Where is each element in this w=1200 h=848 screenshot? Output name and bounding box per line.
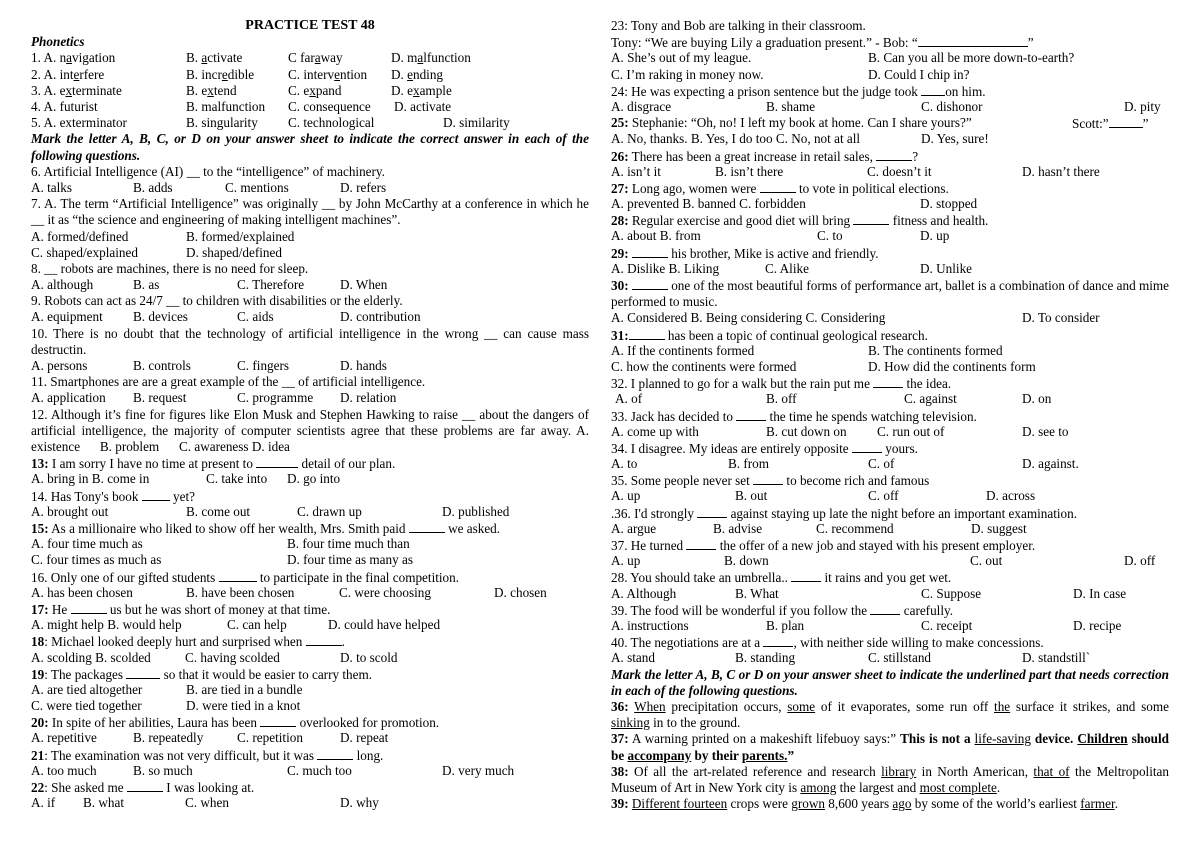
question-39: 39. The food will be wonderful if you follow the carefully. bbox=[611, 602, 954, 618]
question-12: 12. Although it’s fine for figures like Elon Musk and Stephen Hawking to raise __ about the dangers of artificial intelligence, the majority of computer scientists agree that these problems are far away. A. existence B. problem C. awareness D. idea bbox=[31, 406, 593, 455]
question-15: 15: As a millionaire who liked to show off her wealth, Mrs. Smith paid we asked. bbox=[31, 521, 501, 537]
question-22: 22: She asked me I was looking at. bbox=[31, 780, 255, 796]
question-36: .36. I'd strongly against staying up late the night before an important examination. bbox=[611, 505, 1078, 521]
question-30: 30: one of the most beautiful forms of performance art, ballet is a combination of dance and mime performed to music. bbox=[611, 278, 1169, 310]
question-7-options-b: C. shaped/explained D. shaped/defined bbox=[31, 244, 282, 260]
question-17: 17: He us but he was short of money at that time. bbox=[31, 601, 331, 617]
question-35: 35. Some people never set to become rich and famous bbox=[611, 473, 930, 489]
question-25: 25: Stephanie: “Oh, no! I left my book at home. Can I share yours?” Scott:” ” bbox=[611, 115, 1149, 132]
question-16: 16. Only one of our gifted students to participate in the final competition. bbox=[31, 569, 460, 585]
question-23-options-b: C. I’m raking in money now. D. Could I chip in? bbox=[611, 66, 970, 82]
question-26-options: A. isn’t it B. isn’t there C. doesn’t it D. hasn’t there bbox=[611, 163, 1100, 179]
question-6-options: A. talks B. adds C. mentions D. refers bbox=[31, 179, 387, 195]
question-39-options: A. instructions B. plan C. receipt D. recipe bbox=[611, 617, 1122, 633]
question-30-options: A. Considered B. Being considering C. Considering D. To consider bbox=[611, 310, 1100, 326]
question-19-options-b: C. were tied together D. were tied in a knot bbox=[31, 698, 301, 714]
question-37-options: A. up B. down C. out D. off bbox=[611, 553, 1156, 569]
question-23: 23: Tony and Bob are talking in their classroom. bbox=[611, 18, 866, 33]
question-21-options: A. too much B. so much C. much too D. very much bbox=[31, 762, 515, 778]
question-19: 19: The packages so that it would be easier to carry them. bbox=[31, 666, 373, 682]
error-question-38: 38: Of all the art-related reference and research library in North American, that of the Meltropolitan Museum of Art in New York city is among the largest and most complete. bbox=[611, 763, 1169, 795]
question-32: 32. I planned to go for a walk but the rain put me the idea. bbox=[611, 376, 952, 392]
question-33-options: A. come up with B. cut down on C. run out of D. see to bbox=[611, 423, 1069, 439]
phonetics-q5: 5. A. exterminator B. singularity C. technological D. similarity bbox=[31, 115, 510, 131]
section-instruction: Mark the letter A, B, C, or D on your answer sheet to indicate the correct answer in each of the following questions. bbox=[31, 131, 589, 163]
question-24-options: A. disgrace B. shame C. dishonor D. pity bbox=[611, 98, 1161, 114]
question-9-options: A. equipment B. devices C. aids D. contribution bbox=[31, 309, 421, 325]
question-10: 10. There is no doubt that the technology of artificial intelligence in the wrong __ can cause mass destructin. bbox=[31, 325, 589, 357]
question-28: 28: Regular exercise and good diet will bring fitness and health. bbox=[611, 213, 989, 229]
question-13: 13: I am sorry I have no time at present to detail of our plan. bbox=[31, 456, 396, 472]
question-6: 6. Artificial Intelligence (AI) __ to the “intelligence” of machinery. bbox=[31, 163, 385, 179]
question-10-options: A. persons B. controls C. fingers D. hands bbox=[31, 358, 387, 374]
question-29-options: A. Dislike B. Liking C. Alike D. Unlike bbox=[611, 260, 973, 276]
question-11: 11. Smartphones are are a great example of the __ of artificial intelligence. bbox=[31, 374, 426, 390]
question-22-options: A. if B. what C. when D. why bbox=[31, 795, 379, 811]
question-17-options: A. might help B. would help C. can help D. could have helped bbox=[31, 617, 441, 633]
question-35-options: A. up B. out C. off D. across bbox=[611, 488, 1036, 504]
question-38-options: A. Although B. What C. Suppose D. In case bbox=[611, 585, 1127, 601]
question-21: 21: The examination was not very difficult, but it was long. bbox=[31, 747, 384, 763]
question-31-options-b: C. how the continents were formed D. How did the continents form bbox=[611, 358, 1036, 374]
question-19-options-a: A. are tied altogether B. are tied in a bundle bbox=[31, 681, 303, 697]
question-18: 18: Michael looked deeply hurt and surprised when . bbox=[31, 634, 345, 650]
question-40: 40. The negotiations are at a , with neither side willing to make concessions. bbox=[611, 635, 1044, 651]
phonetics-q3: 3. A. exterminate B. extend C. expand D. example bbox=[31, 82, 452, 98]
question-38: 28. You should take an umbrella.. it rains and you get wet. bbox=[611, 570, 952, 586]
question-9: 9. Robots can act as 24/7 __ to children with disabilities or the elderly. bbox=[31, 293, 403, 309]
question-36-options: A. argue B. advise C. recommend D. suggest bbox=[611, 520, 1027, 536]
right-column bbox=[611, 18, 1169, 812]
question-29: 29: his brother, Mike is active and friendly. bbox=[611, 245, 879, 261]
error-question-37: 37: A warning printed on a makeshift lifebuoy says:” This is not a life-saving device. Children should be accompany by their parents.” bbox=[611, 731, 1169, 763]
question-37: 37. He turned the offer of a new job and stayed with his present employer. bbox=[611, 538, 1036, 554]
page-title: PRACTICE TEST 48 bbox=[245, 18, 375, 33]
question-7: 7. A. The term “Artificial Intelligence” was originally __ by John McCarthy at a conference in which he __ it as “the science and engineering of making intelligent machines”. bbox=[31, 196, 589, 228]
question-40-options: A. stand B. standing C. stillstand D. standstill` bbox=[611, 650, 1091, 666]
question-14-options: A. brought out B. come out C. drawn up D. published bbox=[31, 503, 510, 519]
error-question-39: 39: Different fourteen crops were grown 8,600 years ago by some of the world’s earliest farmer. bbox=[611, 796, 1118, 812]
question-33: 33. Jack has decided to the time he spends watching television. bbox=[611, 408, 977, 424]
question-11-options: A. application B. request C. programme D. relation bbox=[31, 390, 397, 406]
phonetics-heading: Phonetics bbox=[31, 34, 85, 50]
question-34: 34. I disagree. My ideas are entirely opposite yours. bbox=[611, 440, 918, 456]
phonetics-q1: 1. A. navigation B. activate C faraway D. malfunction bbox=[31, 50, 471, 66]
question-31-options-a: A. If the continents formed B. The continents formed bbox=[611, 342, 1003, 358]
question-14: 14. Has Tony's book yet? bbox=[31, 488, 196, 504]
question-13-options: A. bring in B. come in C. take into D. go into bbox=[31, 471, 341, 487]
question-16-options: A. has been chosen B. have been chosen C. were choosing D. chosen bbox=[31, 584, 547, 600]
question-25-options: A. No, thanks. B. Yes, I do too C. No, not at all D. Yes, sure! bbox=[611, 131, 989, 147]
question-26: 26: There has been a great increase in retail sales, ? bbox=[611, 148, 919, 164]
error-section-instruction: Mark the letter A, B, C or D on your answer sheet to indicate the underlined part that needs correction in each of the following questions. bbox=[611, 666, 1169, 698]
question-31: 31: has been a topic of continual geological research. bbox=[611, 327, 928, 343]
question-24: 24: He was expecting a prison sentence but the judge took on him. bbox=[611, 83, 986, 99]
question-8: 8. __ robots are machines, there is no need for sleep. bbox=[31, 260, 309, 276]
question-34-options: A. to B. from C. of D. against. bbox=[611, 456, 1079, 472]
phonetics-q2: 2. A. interfere B. incredible C. intervention D. ending bbox=[31, 66, 444, 82]
question-15-options-a: A. four time much as B. four time much than bbox=[31, 536, 410, 552]
left-column bbox=[31, 18, 593, 811]
question-27-options: A. prevented B. banned C. forbidden D. stopped bbox=[611, 196, 978, 212]
question-23-options-a: A. She’s out of my league. B. Can you all be more down-to-earth? bbox=[611, 50, 1075, 66]
question-23-dialogue: Tony: “We are buying Lily a graduation present.” - Bob: “ ” bbox=[611, 35, 1034, 51]
question-20: 20: In spite of her abilities, Laura has been overlooked for promotion. bbox=[31, 715, 440, 731]
question-20-options: A. repetitive B. repeatedly C. repetition D. repeat bbox=[31, 730, 389, 746]
phonetics-q4: 4. A. futurist B. malfunction C. consequence D. activate bbox=[31, 98, 452, 114]
question-18-options: A. scolding B. scolded C. having scolded D. to scold bbox=[31, 649, 398, 665]
question-7-options-a: A. formed/defined B. formed/explained bbox=[31, 228, 295, 244]
question-27: 27: Long ago, women were to vote in political elections. bbox=[611, 180, 949, 196]
question-28-options: A. about B. from C. to D. up bbox=[611, 228, 950, 244]
question-32-options: A. of B. off C. against D. on bbox=[615, 391, 1052, 407]
question-8-options: A. although B. as C. Therefore D. When bbox=[31, 277, 388, 293]
error-question-36: 36: When precipitation occurs, some of it evaporates, some run off the surface it strikes, and some sinking in to the ground. bbox=[611, 698, 1169, 731]
question-15-options-b: C. four times as much as D. four time as many as bbox=[31, 552, 413, 568]
